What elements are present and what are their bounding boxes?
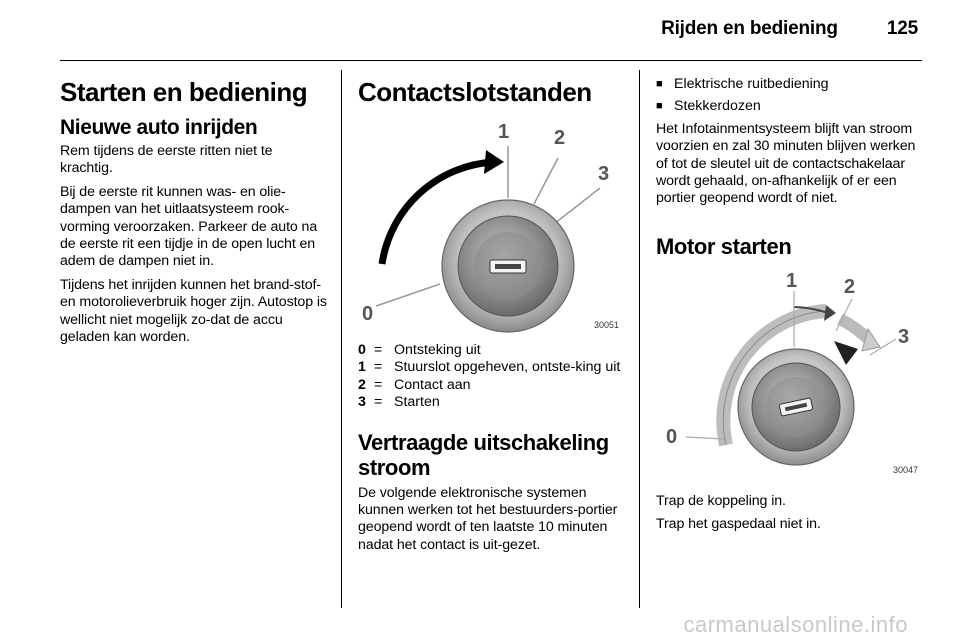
bullet-list [656,76,922,116]
legend-list [358,342,623,412]
page-header [661,18,918,40]
paragraph: Bij de eerste rit kunnen was- en olie-dampen van het uitlaatsysteem rook-vorming veroorzaken. Parkeer de auto na de eerste rit een tijdje in de open lucht en adem de dampen niet in. [60,183,318,270]
header-rule [60,60,922,61]
position-label: 3 [898,325,910,348]
legend-equals: = [374,359,383,376]
paragraph: Rem tijdens de eerste ritten niet te krachtig. [60,143,273,177]
ignition-positions-figure [358,116,623,334]
position-label: 2 [844,275,856,298]
legend-description: Stuurslot opgeheven, ontste-king uit [394,359,621,376]
paragraph: Het Infotainmentsysteem blijft van stroom voorzien en zal 30 minuten blijven werken of tot de sleutel uit de contactschakelaar wordt gehaald, on-afhankelijk of er een portier geopend wordt of niet. [656,120,916,207]
legend-description: Contact aan [394,376,471,393]
paragraph: Tijdens het inrijden kunnen het brand-stof- en motorolieverbruik hoger zijn. Autostop is wellicht niet mogelijk zo-dat de accu geladen kan worden. [60,276,327,346]
paragraph: Trap de koppeling in. [656,492,786,509]
list-item [656,98,922,115]
column-divider-2 [639,70,640,608]
section-heading: Nieuwe auto inrijden [60,116,258,139]
bullet-mark: ■ [656,100,663,113]
ignition-lock-illustration [358,116,623,334]
chapter-title: Starten en bediening [60,77,308,107]
list-item [656,76,922,93]
section-title: Contactslotstanden [358,77,592,107]
legend-equals: = [374,376,383,393]
section-title: Rijden en bediening [661,18,838,39]
engine-start-figure [656,267,922,479]
list-item-text: Stekkerdozen [674,98,761,115]
position-label: 1 [786,269,798,292]
column-1 [60,70,328,346]
legend-number: 1 [358,359,366,376]
legend-row [358,394,623,411]
position-label: 3 [598,163,610,185]
legend-number: 3 [358,394,366,411]
paragraph: De volgende elektronische systemen kunnen werken tot het bestuurders-portier geopend wordt of ten laatste 10 minuten nadat het contact is uit-gezet. [358,484,618,553]
position-label: 1 [498,121,510,143]
paragraph: Trap het gaspedaal niet in. [656,516,821,533]
column-2 [358,70,623,554]
position-label: 0 [362,303,374,325]
watermark: carmanualsonline.info [683,612,908,637]
column-3 [656,70,922,534]
figure-code: 30051 [593,320,619,330]
bullet-mark: ■ [656,78,663,90]
legend-row [358,359,623,376]
legend-description: Ontsteking uit [394,342,481,358]
column-divider-1 [341,70,342,608]
page-number: 125 [886,18,918,39]
legend-equals: = [374,342,383,358]
legend-row [358,377,623,394]
list-item-text: Elektrische ruitbediening [674,76,829,92]
legend-number: 0 [358,342,366,358]
legend-row [358,342,623,359]
figure-code: 30047 [892,464,918,475]
position-label: 0 [666,425,678,448]
section-heading: Vertraagde uitschakeling stroom [358,429,609,480]
position-label: 2 [554,127,566,149]
legend-description: Starten [394,394,440,411]
ignition-lock-illustration [656,267,922,479]
legend-number: 2 [358,376,366,393]
section-heading: Motor starten [656,233,792,259]
legend-equals: = [374,394,383,411]
